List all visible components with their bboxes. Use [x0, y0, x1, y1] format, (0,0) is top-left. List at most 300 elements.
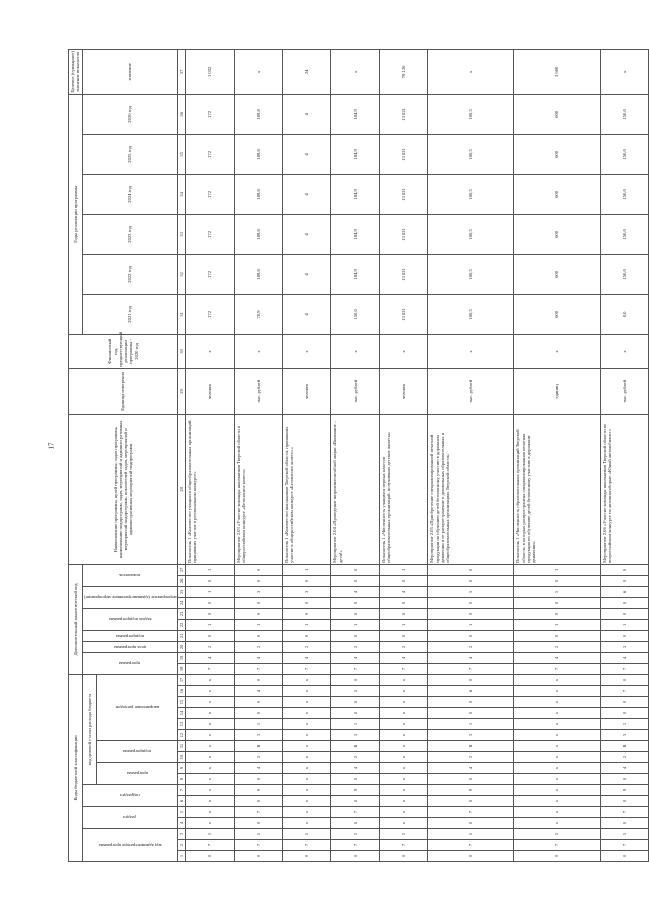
code-digit: 7	[331, 807, 379, 818]
code-digit: x	[186, 774, 234, 785]
year-value: 100,5	[428, 214, 514, 254]
code-digit: 1	[428, 619, 514, 630]
column-number: 8	[178, 774, 186, 785]
code-digit: 2	[428, 641, 514, 652]
code-digit: x	[379, 774, 427, 785]
year-value: 4	[283, 214, 331, 254]
year-value: 189,8	[234, 174, 282, 214]
code-digit: 0	[186, 575, 234, 586]
row-name: Мероприятие 2.06 «Участие команды школьников Тверской области во всероссийском конкурсе по автомногоборью «Юный автомобилист»	[600, 414, 649, 564]
code-digit: 2	[514, 641, 600, 652]
column-number: 25	[178, 586, 186, 597]
code-digit: 0	[331, 818, 379, 829]
table-row	[379, 49, 427, 861]
code-digit: 0	[283, 597, 331, 608]
code-digit: x	[283, 697, 331, 708]
direction-code-header: направление расходов	[115, 705, 159, 711]
code-digit: 0	[234, 674, 282, 685]
column-number: 11	[178, 741, 186, 752]
code-digit: 0	[331, 597, 379, 608]
year-value: 4	[283, 254, 331, 294]
code-digit: x	[379, 674, 427, 685]
code-digit: x	[186, 752, 234, 763]
year-value: 184,9	[331, 174, 379, 214]
code-digit: R	[331, 741, 379, 752]
code-digit: 0	[379, 851, 427, 862]
code-digit: x	[379, 708, 427, 719]
year-value: 172	[186, 174, 234, 214]
year-value: 4	[283, 174, 331, 214]
code-digit: 0	[428, 708, 514, 719]
code-digit: 4	[283, 652, 331, 663]
column-number: 10	[178, 752, 186, 763]
code-digit: 7	[283, 840, 331, 851]
column-number: 17	[178, 674, 186, 685]
target-value: 78 126	[379, 49, 427, 94]
code-digit: 0	[331, 674, 379, 685]
code-digit: 1	[331, 619, 379, 630]
code-digit: 4	[186, 652, 234, 663]
year-value: 172	[186, 254, 234, 294]
code-digit: 5	[428, 829, 514, 840]
row-base-year-value: х	[234, 334, 282, 368]
code-digit: x	[283, 796, 331, 807]
column-number: 21	[178, 630, 186, 641]
code-digit: 1	[600, 619, 649, 630]
code-digit: x	[186, 785, 234, 796]
code-digit: 0	[600, 575, 649, 586]
code-digit: 0	[379, 630, 427, 641]
code-digit: 0	[600, 818, 649, 829]
code-digit: 0	[331, 630, 379, 641]
year-value: 150,0	[600, 134, 649, 174]
code-digit: x	[283, 807, 331, 818]
code-digit: x	[379, 741, 427, 752]
code-digit: 7	[428, 807, 514, 818]
program-code-header: программа	[126, 771, 148, 777]
year-value: 150,0	[600, 174, 649, 214]
code-digit: 0	[234, 708, 282, 719]
code-digit: 7	[186, 663, 234, 674]
code-digit: 2	[600, 641, 649, 652]
code-digit: 4	[331, 763, 379, 774]
column-number: 5	[178, 807, 186, 818]
code-digit: 0	[186, 630, 234, 641]
code-digit: x	[283, 752, 331, 763]
code-digit: 5	[331, 686, 379, 697]
code-digit: x	[379, 719, 427, 730]
code-digit: 0	[234, 597, 282, 608]
year-value: 13 021	[379, 134, 427, 174]
name-header: Наименование программы, целей программы, задач программы, наименование подпрограмм, задач, мероприятий и административных мероприятий подпрограмм, показателей задач, мероприятий и административных мероприятий подпрограмм	[69, 414, 178, 564]
code-digit: 0	[379, 597, 427, 608]
admin-code-header: код администратора программы	[98, 842, 162, 848]
code-digit: x	[379, 818, 427, 829]
year-value: 189,8	[234, 254, 282, 294]
code-digit: 4	[234, 763, 282, 774]
code-digit: 0	[600, 708, 649, 719]
code-digit: x	[514, 686, 600, 697]
code-digit: 0	[514, 630, 600, 641]
table-row	[331, 49, 379, 861]
code-digit: 0	[331, 796, 379, 807]
column-number: 27	[178, 564, 186, 575]
code-digit: R	[600, 741, 649, 752]
code-digit: 6	[428, 686, 514, 697]
podrazdel-header: подраздел	[119, 793, 140, 799]
code-digit: 0	[428, 818, 514, 829]
code-digit: 0	[600, 597, 649, 608]
code-digit: 3	[234, 586, 282, 597]
row-base-year-value: х	[428, 334, 514, 368]
code-digit: 6	[600, 586, 649, 597]
code-digit: 1	[428, 719, 514, 730]
code-digit: 0	[234, 564, 282, 575]
code-digit: 2	[283, 641, 331, 652]
target-header: Целевое (суммарное) значение показателя	[70, 51, 81, 93]
code-digit: x	[514, 818, 600, 829]
code-digit: x	[514, 730, 600, 741]
code-digit: 1	[379, 564, 427, 575]
code-digit: 7	[283, 663, 331, 674]
target-value: 24	[283, 49, 331, 94]
code-digit: x	[283, 785, 331, 796]
row-unit: человек	[379, 368, 427, 414]
program-indicators-table	[68, 49, 649, 862]
code-digit: 0	[186, 597, 234, 608]
code-digit: 0	[428, 608, 514, 619]
year-value: 172	[186, 94, 234, 134]
code-digit: 5	[379, 829, 427, 840]
year-value: 600	[514, 174, 600, 214]
year-value: 184,9	[331, 134, 379, 174]
code-digit: x	[186, 686, 234, 697]
code-digit: 0	[234, 796, 282, 807]
code-digit: x	[186, 741, 234, 752]
code-digit: 0	[234, 575, 282, 586]
code-digit: x	[514, 708, 600, 719]
row-base-year-value: х	[600, 334, 649, 368]
year-value: 189,8	[234, 214, 282, 254]
year-value: 189,8	[234, 134, 282, 174]
code-digit: 4	[234, 652, 282, 663]
code-digit: 0	[428, 697, 514, 708]
column-number: 7	[178, 785, 186, 796]
code-digit: 1	[283, 619, 331, 630]
code-digit: x	[283, 741, 331, 752]
code-digit: 0	[234, 608, 282, 619]
table-row	[514, 49, 600, 861]
code-digit: 7	[331, 663, 379, 674]
row-unit: единиц	[514, 368, 600, 414]
target-value: 1 032	[186, 49, 234, 94]
code-digit: 5	[600, 829, 649, 840]
column-number: 20	[178, 641, 186, 652]
table-row	[600, 49, 649, 861]
target-value: х	[600, 49, 649, 94]
code-digit: x	[514, 697, 600, 708]
year-2021-header: 2021 год	[82, 294, 178, 334]
year-value: 100,5	[428, 254, 514, 294]
column-number: 22	[178, 619, 186, 630]
code-digit: 0	[283, 851, 331, 862]
code-digit: 4	[428, 652, 514, 663]
row-name: Показатель 1 «Количество учащихся общеобразовательных организаций, принявших участие в региональном конкурсе»	[186, 414, 234, 564]
row-name: Мероприятие 2.05 «Приобретение специализированной печатной продукции по обучению детей безопасному участию в дорожном движении и ее распространение в дошкольных образовательных и общеобразовательных организациях Тверской области»	[428, 414, 514, 564]
code-digit: 7	[600, 840, 649, 851]
code-digit: 0	[379, 608, 427, 619]
year-value: 172	[186, 134, 234, 174]
code-digit: x	[283, 730, 331, 741]
code-digit: x	[186, 719, 234, 730]
code-digit: x	[379, 763, 427, 774]
code-digit: x	[514, 807, 600, 818]
row-base-year-value: х	[283, 334, 331, 368]
code-digit: 0	[283, 575, 331, 586]
row-name: Показатель 1 «Численность учащихся первых классов общеобразовательных организаций, получивших детские жилеты»	[379, 414, 427, 564]
row-name: Показатель 1 «Количество школьников Тверской области, принявших участие в общероссийском конкурсе «Безопасное колесо»»	[283, 414, 331, 564]
code-digit: 0	[234, 697, 282, 708]
year-value: 100,5	[428, 134, 514, 174]
code-digit: 4	[331, 586, 379, 597]
year-value: 150,0	[600, 214, 649, 254]
code-digit: x	[514, 674, 600, 685]
code-digit: x	[283, 686, 331, 697]
code-digit: x	[186, 697, 234, 708]
code-digit: x	[283, 708, 331, 719]
code-digit: x	[186, 807, 234, 818]
column-number: 32	[178, 254, 186, 294]
code-digit: 0	[331, 564, 379, 575]
code-digit: 1	[379, 619, 427, 630]
code-digit: 0	[234, 818, 282, 829]
column-number: 36	[178, 94, 186, 134]
code-digit: 4	[600, 652, 649, 663]
year-value: 189,8	[234, 94, 282, 134]
code-digit: 0	[331, 575, 379, 586]
code-digit: 0	[600, 796, 649, 807]
column-number: 1	[178, 851, 186, 862]
year-value: 600	[514, 134, 600, 174]
column-number-row	[178, 49, 186, 861]
column-number: 12	[178, 730, 186, 741]
code-digit: 5	[428, 586, 514, 597]
code-digit: 4	[234, 686, 282, 697]
code-digit: 0	[428, 851, 514, 862]
code-digit: x	[379, 752, 427, 763]
column-number: 6	[178, 796, 186, 807]
code-digit: x	[379, 730, 427, 741]
code-digit: 3	[600, 730, 649, 741]
value-header: значение	[82, 49, 178, 94]
year-value: 4	[283, 134, 331, 174]
code-digit: 0	[234, 851, 282, 862]
code-digit: x	[283, 719, 331, 730]
code-digit: 0	[514, 575, 600, 586]
year-2023-header: 2023 год	[82, 214, 178, 254]
code-digit: 2	[234, 752, 282, 763]
year-value: 4	[283, 294, 331, 334]
code-digit: 5	[331, 829, 379, 840]
code-digit: x	[283, 774, 331, 785]
code-digit: 0	[428, 774, 514, 785]
code-digit: x	[186, 796, 234, 807]
unit-header: Единица измерения	[69, 368, 178, 414]
code-digit: 4	[379, 586, 427, 597]
code-digit: 7	[600, 807, 649, 818]
column-number: 14	[178, 708, 186, 719]
table-rotation-frame	[68, 51, 627, 862]
code-digit: x	[514, 752, 600, 763]
row-name: Мероприятие 2.04 «Проведение широкомасштабной акции «Внимание – дети!»	[331, 414, 379, 564]
year-value: 600	[514, 294, 600, 334]
column-number: 35	[178, 134, 186, 174]
code-digit: R	[234, 741, 282, 752]
code-digit: 0	[600, 630, 649, 641]
goal-header: цель программы	[113, 644, 146, 650]
code-digit: 3	[234, 730, 282, 741]
code-digit: 4	[514, 652, 600, 663]
code-digit: 7	[600, 663, 649, 674]
code-digit: 1	[234, 719, 282, 730]
code-digit: 9	[428, 785, 514, 796]
column-number: 34	[178, 174, 186, 214]
code-digit: 9	[331, 785, 379, 796]
years-header: Годы реализации программы	[69, 94, 83, 334]
code-digit: x	[379, 686, 427, 697]
code-digit: 2	[186, 641, 234, 652]
column-number: 23	[178, 608, 186, 619]
row-base-year-value: х	[186, 334, 234, 368]
year-value: 70,9	[234, 294, 282, 334]
row-unit: тыс. рублей	[234, 368, 282, 414]
code-digit: 1	[186, 619, 234, 630]
year-2025-header: 2025 год	[82, 134, 178, 174]
column-number: 4	[178, 818, 186, 829]
year-value: 184,9	[331, 94, 379, 134]
code-digit: 0	[234, 774, 282, 785]
code-digit: 1	[514, 564, 600, 575]
code-digit: 7	[186, 840, 234, 851]
code-digit: 0	[428, 630, 514, 641]
code-digit: 0	[331, 851, 379, 862]
code-digit: 7	[428, 663, 514, 674]
code-digit: 0	[600, 608, 649, 619]
code-digit: 4	[331, 652, 379, 663]
year-value: 150,0	[600, 254, 649, 294]
year-value: 184,9	[331, 214, 379, 254]
code-digit: 0	[234, 630, 282, 641]
column-number: 33	[178, 214, 186, 254]
code-digit: 2	[379, 641, 427, 652]
table-row	[186, 49, 234, 861]
column-number: 37	[178, 49, 186, 94]
code-digit: 0	[428, 674, 514, 685]
code-digit: 0	[428, 597, 514, 608]
code-digit: x	[514, 741, 600, 752]
code-digit: 1	[331, 719, 379, 730]
code-digit: x	[186, 708, 234, 719]
fin-year-header: Финансовый год, предшествующий реализации программы - 2020 год	[69, 334, 178, 368]
code-digit: 0	[514, 608, 600, 619]
year-value: 600	[514, 254, 600, 294]
code-digit: 5	[186, 829, 234, 840]
code-digit: 0	[514, 597, 600, 608]
code-digit: 3	[428, 730, 514, 741]
code-digit: 7	[514, 663, 600, 674]
page-number: 17	[47, 442, 56, 450]
code-digit: 9	[234, 785, 282, 796]
year-value: 184,9	[331, 254, 379, 294]
code-digit: x	[283, 763, 331, 774]
target-value: х	[234, 49, 282, 94]
code-digit: 0	[331, 708, 379, 719]
code-digit: 1	[283, 564, 331, 575]
subprogram-code-header: подпрограмма	[123, 749, 152, 755]
extra-program-header: программа	[119, 661, 141, 667]
row-unit: тыс. рублей	[331, 368, 379, 414]
year-value: 172	[186, 214, 234, 254]
row-base-year-value: х	[379, 334, 427, 368]
code-digit: 0	[331, 608, 379, 619]
row-unit: тыс. рублей	[428, 368, 514, 414]
target-article-header: код целевой статьи расхода бюджета	[82, 674, 97, 784]
code-digit: 7	[379, 663, 427, 674]
column-number: 24	[178, 597, 186, 608]
code-digit: 0	[514, 851, 600, 862]
code-digit: 2	[331, 641, 379, 652]
row-base-year-value: х	[514, 334, 600, 368]
rotated-table-sheet	[68, 51, 627, 862]
year-value: 100,5	[428, 294, 514, 334]
code-digit: 0	[283, 630, 331, 641]
row-base-year-value: х	[331, 334, 379, 368]
code-digit: 9	[600, 785, 649, 796]
code-digit: 0	[600, 674, 649, 685]
code-digit: 0	[428, 564, 514, 575]
column-number: 19	[178, 652, 186, 663]
code-digit: 4	[428, 763, 514, 774]
code-digit: 2	[331, 752, 379, 763]
extra-code-header: Дополнительный аналитический код	[69, 564, 83, 674]
row-unit: тыс. рублей	[600, 368, 649, 414]
year-value: 13 021	[379, 214, 427, 254]
code-digit: 0	[331, 697, 379, 708]
code-digit: 1	[600, 719, 649, 730]
column-number: 16	[178, 686, 186, 697]
year-2022-header: 2022 год	[82, 254, 178, 294]
code-digit: 0	[428, 796, 514, 807]
code-digit: 0	[186, 608, 234, 619]
code-digit: 7	[234, 663, 282, 674]
code-digit: x	[186, 674, 234, 685]
code-digit: 1	[514, 619, 600, 630]
year-value: 172	[186, 294, 234, 334]
column-number: 2	[178, 840, 186, 851]
year-value: 13 021	[379, 254, 427, 294]
row-unit: человек	[283, 368, 331, 414]
code-digit: x	[186, 763, 234, 774]
year-value: 150,0	[331, 294, 379, 334]
row-name: Показатель 1 «Численность образовательных организаций Тверской области, в которых распространена специализированная печатная продукция по обучению детей безопасному участию в дорожном движении»	[514, 414, 600, 564]
column-number: 29	[178, 368, 186, 414]
event-header: мероприятие (административное мероприятие)	[83, 595, 177, 601]
column-number: 30	[178, 334, 186, 368]
code-digit: R	[428, 741, 514, 752]
year-2026-header: 2026 год	[82, 94, 178, 134]
code-digit: 7	[234, 807, 282, 818]
code-digit: x	[283, 674, 331, 685]
